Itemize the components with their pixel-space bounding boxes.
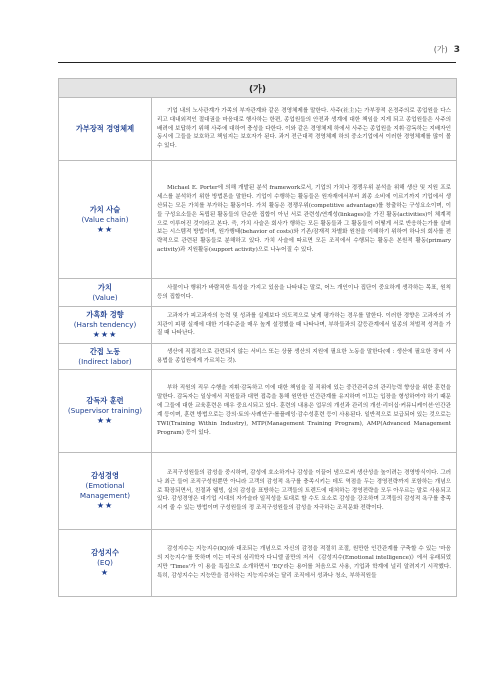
term-english: (Emotional Management)	[79, 481, 131, 500]
definition-text: 고과자가 피고과자의 능력 및 성과를 실제보다 의도적으로 낮게 평가하는 경우를 말한다. 이러한 경향은 고과자의 가치관이 피평 실재에 대한 기대수준을 매우 높게 설정했을 때 나타나며, 부하들과의 갈등관계에서 일종의 처벌적 성격을 가질 때 나타난다.	[157, 312, 452, 337]
term-english: (Value chain)	[81, 214, 129, 224]
table-row	[59, 370, 457, 453]
term-korean: 가치 사슬	[89, 204, 121, 214]
definition-cell	[152, 98, 457, 161]
term-korean: 감독자 훈련	[86, 396, 124, 405]
term-korean: 감성경영	[91, 471, 119, 480]
term-cell	[59, 279, 152, 307]
term-cell	[59, 453, 152, 530]
definition-cell	[152, 307, 457, 344]
definition-text: 기업 내의 노사관계가 가족의 부자관계와 같은 경영체제를 말한다. 사주(社主)는 가부장적 온정주의로 종업원을 다스리고 대내외적인 절대권을 마음대로 행사하는 한편, 종업원들의 안전과 생계에 대한 책임을 지게 되고 종업원들은 사주의 배려에 보답하기 위해 사주에 대하여 충성을 다한다. 이와 같은 경영체제 하에서 사주는 종업원을 지휘·감독하는 지배자인 동시에 그들을 보호하고 책임지는 보호자가 된다. 과거 전근대적 경영체제 하의 중소기업에서 이러한 경영체제를 많이 볼 수 있다.	[157, 107, 452, 150]
definition-cell	[152, 279, 457, 307]
term-cell	[59, 98, 152, 161]
definition-cell	[152, 370, 457, 453]
term-korean: 가혹화 경향	[86, 310, 124, 319]
table-row	[59, 344, 457, 370]
term-cell	[59, 530, 152, 597]
definition-cell	[152, 453, 457, 530]
table-row	[59, 307, 457, 344]
definition-text: 조직구성원들의 감성을 중시하며, 감성에 호소하거나 감성을 이끌어 냄으로써 생산성을 높이려는 경영방식이다. 그러나 최근 들어 조직구성원뿐만 아니라 고객의 감성적 욕구를 충족시키는 데도 역점을 두는 경영전략까지 포함하는 개념으로 확장되면서, 친절과 웰빙, 실의 감성을 표방하는 고객들의 트렌드에 대처하는 경영전략을 모두 아우르는 말로 사용되고 있다. 감성경영은 대기업 시대의 자가슬라 일직성을 토대로 할 수도 요소로 감성을 강조하며 고객들의 감성적 욕구를 충족시켜 줄 수 있는 방법이며 구성원들의 정 조직구성원들의 감성을 자극하는 조직문화 전략이다.	[157, 469, 452, 512]
term-cell	[59, 370, 152, 453]
importance-stars: ★★	[96, 501, 114, 510]
definition-text: 부하 직원의 직무 수행을 지휘·감독하고 이에 대한 책임을 질 직위에 있는 중간관리층의 관리능력 향상을 위한 훈련을 말한다. 감독자는 일상에서 직원들과 대면 접촉을 통해 원만한 인간관계를 유지하며 이끄는 입장을 형성하여야 하기 때문에 그들에 대한 교육훈련은 매우 중요시되고 있다. 훈련의 내용은 업무의 개선과 관리의 개선·리더십·커뮤니케이션·인간관계 등이며, 훈련 방법으로는 강의·토의·사례연구·롤플레잉·감수성훈련 등이 사용된다. 일반적으로 보급되어 있는 것으로는 TWI(Training Within Industry), MTP(Management Training Program), AMP(Advanced Management Program) 등이 있다.	[157, 385, 452, 436]
table-row	[59, 453, 457, 530]
definition-cell	[152, 530, 457, 597]
section-label: (가)	[433, 45, 448, 54]
importance-stars: ★★★	[92, 330, 118, 339]
term-korean: 가치	[98, 282, 112, 292]
term-english: (Supervisor training)	[67, 406, 143, 415]
running-header	[434, 44, 460, 55]
page-number: 3	[453, 45, 460, 55]
term-korean: 가부장적 경영체제	[75, 124, 135, 133]
term-korean: 감성지수	[91, 548, 119, 557]
table-row	[59, 279, 457, 307]
table-heading: (가)	[59, 79, 457, 98]
importance-stars: ★★	[96, 224, 114, 234]
term-english: (Indirect labor)	[78, 356, 132, 366]
definition-text: 생산에 직접적으로 관련되지 않는 서비스 또는 상품 생산의 지원에 필요한 노동을 말한다(예 : 생산에 필요한 장비 사용법을 종업원에게 가르치는 것).	[157, 348, 452, 364]
term-cell	[59, 344, 152, 370]
definition-cell	[152, 344, 457, 370]
term-english: (EQ)	[97, 558, 113, 567]
table-row	[59, 98, 457, 161]
definition-text: Michael E. Porter에 의해 개발된 분석 framework로서, 기업의 가치나 경쟁우위 분석을 위해 생산 및 지원 프로세스를 분석하기 위한 방법론을 말한다. 기업이 수행하는 활동들은 원자재에서부터 최종 소비에 이르기까지 기업에서 생산되는 모든 가치를 부가하는 활동이다. 가치 활동은 경쟁우위(competitive advantage)를 창출하는 구성요소이며, 이들 구성요소들은 독립된 활동들의 단순한 집합이 아닌 서로 관련성/연계성(linkages)을 가진 활동(activities)이 체계적으로 이루어진 것이라고 본다. 즉, 가치 사슬은 회사가 행하는 모든 활동들과 그 활동들이 어떻게 서로 반응하는가를 살펴보는 시스템적 방법이며, 원가행태(behavior of costs)와 기존/잠재적 차별화 원천을 이해하기 위하여 하나의 회사를 전략적으로 관련된 활동들로 분해하고 있다. 가치 사슬에 따르면 모든 조직에서 수행되는 활동은 본원적 활동(primary activity)과 지원활동(support activity)으로 나누어질 수 있다.	[157, 185, 452, 254]
term-cell	[59, 161, 152, 279]
term-korean: 간접 노동	[89, 346, 121, 356]
importance-stars: ★	[100, 568, 110, 577]
header-rule	[58, 62, 456, 63]
term-cell	[59, 307, 152, 344]
importance-stars: ★★	[96, 416, 114, 425]
table-row	[59, 161, 457, 279]
table-heading-row	[59, 79, 457, 98]
table-row	[59, 530, 457, 597]
term-english: (Harsh tendency)	[73, 320, 137, 329]
term-english: (Value)	[92, 292, 118, 302]
definition-text: 감성지수는 지능지수(IQ)와 대조되는 개념으로 자신의 감정을 적절히 조절, 원만한 인간관계를 구축할 수 있는 '마음의 지능지수'를 뜻하며 이는 미국의 심리학자 다니엘 골만의 저서 《감성지수(Emotional intelligence)》에서 유래되었지만 'Times'가 이 용을 특집으로 소개하면서 'EQ'라는 용어를 처음으로 사용, 기업과 학계에 널리 알려지기 시작했다. 특히, 감성지수는 지능만을 검사하는 지능지수와는 달리 조직에서 성과나 청소, 부하직원들	[157, 546, 452, 579]
glossary-table	[58, 78, 457, 597]
definition-text: 사물이나 행위가 바람직한 특성을 가지고 있음을 나타내는 말로, 어느 개인이나 집단이 중요하게 생각하는 목표, 원칙 등의 집합이다.	[157, 284, 452, 300]
definition-cell	[152, 161, 457, 279]
